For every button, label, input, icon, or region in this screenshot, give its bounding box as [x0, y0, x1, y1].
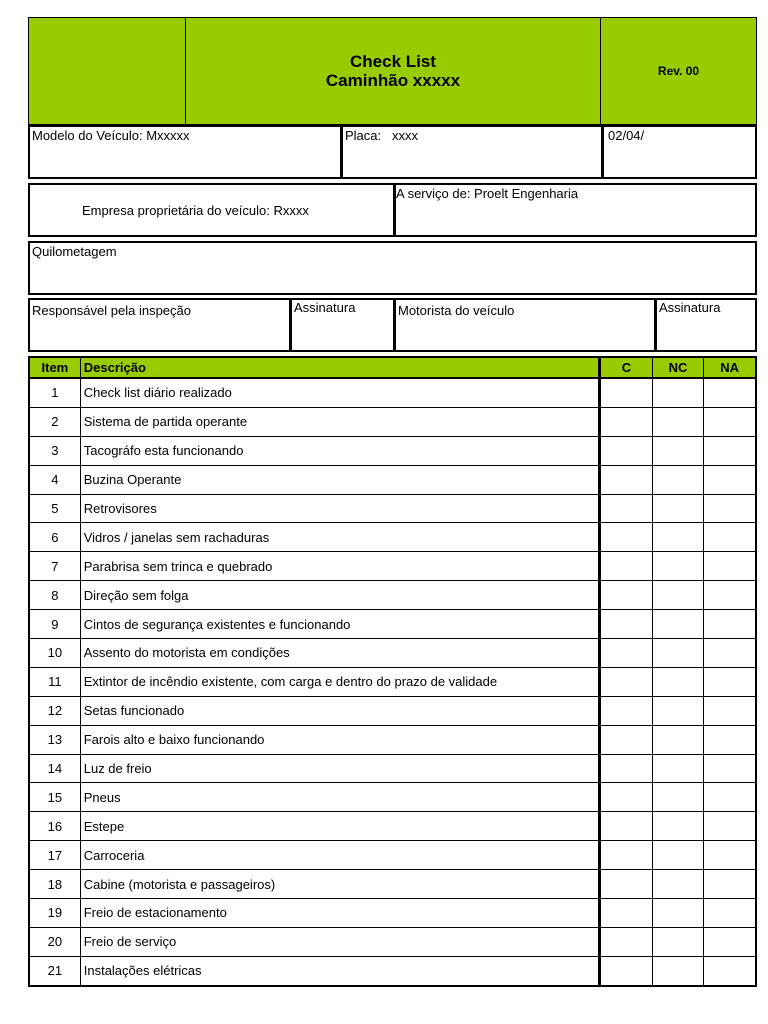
check-c-cell[interactable] [600, 610, 653, 639]
table-row [29, 610, 756, 639]
item-number: 12 [29, 696, 80, 725]
inspector-field[interactable] [30, 300, 292, 350]
plate-label: Placa: [345, 128, 382, 143]
item-number: 21 [29, 956, 80, 985]
check-nc-cell[interactable] [652, 783, 704, 812]
item-description: Extintor de incêndio existente, com carga e dentro do prazo de validade [80, 667, 599, 696]
item-description: Retrovisores [80, 494, 599, 523]
check-nc-cell[interactable] [652, 610, 704, 639]
check-na-cell[interactable] [704, 696, 756, 725]
checklist-body [29, 378, 756, 986]
check-na-cell[interactable] [704, 378, 756, 407]
item-description: Check list diário realizado [80, 378, 599, 407]
revision-label: Rev. 00 [657, 64, 700, 78]
inspection-checklist-table [28, 356, 757, 987]
check-nc-cell[interactable] [652, 436, 704, 465]
check-na-cell[interactable] [704, 581, 756, 610]
item-description: Buzina Operante [80, 465, 599, 494]
check-na-cell[interactable] [704, 667, 756, 696]
plate-value: xxxx [391, 128, 418, 143]
driver-signature-label: Assinatura [659, 300, 721, 315]
check-c-cell[interactable] [600, 725, 653, 754]
check-nc-cell[interactable] [652, 407, 704, 436]
check-c-cell[interactable] [600, 639, 653, 668]
item-description: Freio de serviço [80, 927, 599, 956]
item-description: Cabine (motorista e passageiros) [80, 870, 599, 899]
inspector-label: Responsável pela inspeção [32, 303, 191, 318]
document-subtitle: Caminhão xxxxx [325, 71, 461, 90]
item-number: 14 [29, 754, 80, 783]
item-number: 17 [29, 841, 80, 870]
item-description: Setas funcionado [80, 696, 599, 725]
logo-placeholder-cell [29, 18, 186, 124]
check-na-cell[interactable] [704, 956, 756, 985]
check-c-cell[interactable] [600, 465, 653, 494]
item-number: 4 [29, 465, 80, 494]
check-c-cell[interactable] [600, 754, 653, 783]
item-description: Luz de freio [80, 754, 599, 783]
table-row [29, 639, 756, 668]
mileage-label: Quilometagem [32, 244, 117, 259]
driver-signature-field[interactable] [657, 300, 755, 350]
item-description: Tacográfo esta funcionando [80, 436, 599, 465]
table-row [29, 552, 756, 581]
item-number: 6 [29, 523, 80, 552]
check-c-cell[interactable] [600, 494, 653, 523]
table-row [29, 812, 756, 841]
check-nc-cell[interactable] [652, 494, 704, 523]
item-description: Parabrisa sem trinca e quebrado [80, 552, 599, 581]
check-na-cell[interactable] [704, 783, 756, 812]
item-description: Direção sem folga [80, 581, 599, 610]
item-number: 5 [29, 494, 80, 523]
check-nc-cell[interactable] [652, 927, 704, 956]
check-nc-cell[interactable] [652, 696, 704, 725]
check-nc-cell[interactable] [652, 639, 704, 668]
check-c-cell[interactable] [600, 812, 653, 841]
vehicle-model-field[interactable] [30, 127, 343, 177]
check-c-cell[interactable] [600, 523, 653, 552]
check-nc-cell[interactable] [652, 552, 704, 581]
plate-field[interactable] [343, 127, 604, 177]
item-description: Farois alto e baixo funcionando [80, 725, 599, 754]
check-nc-cell[interactable] [652, 841, 704, 870]
table-row [29, 754, 756, 783]
check-nc-cell[interactable] [652, 667, 704, 696]
inspector-signature-label: Assinatura [294, 300, 356, 315]
check-c-cell[interactable] [600, 783, 653, 812]
item-number: 3 [29, 436, 80, 465]
check-na-cell[interactable] [704, 552, 756, 581]
check-c-cell[interactable] [600, 956, 653, 985]
check-nc-cell[interactable] [652, 899, 704, 928]
item-description: Estepe [80, 812, 599, 841]
document-title: Check List [350, 52, 436, 71]
check-nc-cell[interactable] [652, 812, 704, 841]
check-c-cell[interactable] [600, 436, 653, 465]
column-header-na: NA [704, 357, 756, 378]
item-number: 9 [29, 610, 80, 639]
document-header [28, 17, 757, 125]
item-number: 19 [29, 899, 80, 928]
check-nc-cell[interactable] [652, 378, 704, 407]
item-number: 8 [29, 581, 80, 610]
company-info-row [28, 183, 757, 237]
table-row [29, 465, 756, 494]
item-description: Instalações elétricas [80, 956, 599, 985]
check-na-cell[interactable] [704, 812, 756, 841]
check-na-cell[interactable] [704, 725, 756, 754]
table-row [29, 667, 756, 696]
table-row [29, 956, 756, 985]
table-row [29, 783, 756, 812]
check-nc-cell[interactable] [652, 581, 704, 610]
table-row [29, 725, 756, 754]
column-header-item: Item [29, 357, 80, 378]
check-c-cell[interactable] [600, 581, 653, 610]
table-row [29, 436, 756, 465]
check-c-cell[interactable] [600, 407, 653, 436]
column-header-description: Descrição [80, 357, 599, 378]
check-c-cell[interactable] [600, 667, 653, 696]
service-company-field[interactable] [396, 185, 755, 235]
item-description: Assento do motorista em condições [80, 639, 599, 668]
check-c-cell[interactable] [600, 899, 653, 928]
item-number: 18 [29, 870, 80, 899]
table-row [29, 870, 756, 899]
owner-company-field[interactable] [30, 185, 396, 235]
check-nc-cell[interactable] [652, 754, 704, 783]
item-number: 2 [29, 407, 80, 436]
check-na-cell[interactable] [704, 899, 756, 928]
driver-field[interactable] [396, 300, 657, 350]
check-c-cell[interactable] [600, 870, 653, 899]
inspector-signature-field[interactable] [292, 300, 396, 350]
check-c-cell[interactable] [600, 696, 653, 725]
table-row [29, 927, 756, 956]
check-nc-cell[interactable] [652, 725, 704, 754]
title-cell [186, 18, 601, 124]
check-c-cell[interactable] [600, 552, 653, 581]
check-na-cell[interactable] [704, 610, 756, 639]
check-nc-cell[interactable] [652, 870, 704, 899]
check-na-cell[interactable] [704, 754, 756, 783]
item-number: 1 [29, 378, 80, 407]
check-na-cell[interactable] [704, 841, 756, 870]
check-nc-cell[interactable] [652, 956, 704, 985]
column-header-c: C [600, 357, 653, 378]
table-row [29, 841, 756, 870]
check-c-cell[interactable] [600, 841, 653, 870]
date-field[interactable] [604, 127, 755, 177]
owner-company-label: Empresa proprietária do veículo: Rxxxx [82, 203, 309, 218]
signature-row [28, 298, 757, 352]
item-number: 11 [29, 667, 80, 696]
check-na-cell[interactable] [704, 927, 756, 956]
check-na-cell[interactable] [704, 494, 756, 523]
item-description: Pneus [80, 783, 599, 812]
check-c-cell[interactable] [600, 927, 653, 956]
item-number: 20 [29, 927, 80, 956]
column-header-nc: NC [652, 357, 704, 378]
check-na-cell[interactable] [704, 436, 756, 465]
table-row [29, 523, 756, 552]
table-row [29, 696, 756, 725]
table-row [29, 581, 756, 610]
check-nc-cell[interactable] [652, 523, 704, 552]
check-na-cell[interactable] [704, 870, 756, 899]
table-header-row [29, 357, 756, 378]
item-number: 16 [29, 812, 80, 841]
item-number: 15 [29, 783, 80, 812]
service-company-label: A serviço de: Proelt Engenharia [396, 186, 579, 201]
item-number: 10 [29, 639, 80, 668]
vehicle-model-label: Modelo do Veículo: Mxxxxx [32, 128, 190, 143]
table-row [29, 407, 756, 436]
check-na-cell[interactable] [704, 465, 756, 494]
date-value: 02/04/ [608, 128, 645, 143]
check-c-cell[interactable] [600, 378, 653, 407]
mileage-row[interactable] [28, 241, 757, 295]
driver-label: Motorista do veículo [398, 303, 515, 318]
table-row [29, 494, 756, 523]
item-description: Sistema de partida operante [80, 407, 599, 436]
item-description: Vidros / janelas sem rachaduras [80, 523, 599, 552]
item-description: Carroceria [80, 841, 599, 870]
item-description: Freio de estacionamento [80, 899, 599, 928]
item-description: Cintos de segurança existentes e funcionando [80, 610, 599, 639]
table-row [29, 899, 756, 928]
item-number: 13 [29, 725, 80, 754]
check-na-cell[interactable] [704, 407, 756, 436]
vehicle-info-row [28, 125, 757, 179]
check-na-cell[interactable] [704, 639, 756, 668]
item-number: 7 [29, 552, 80, 581]
check-na-cell[interactable] [704, 523, 756, 552]
table-row [29, 378, 756, 407]
check-nc-cell[interactable] [652, 465, 704, 494]
